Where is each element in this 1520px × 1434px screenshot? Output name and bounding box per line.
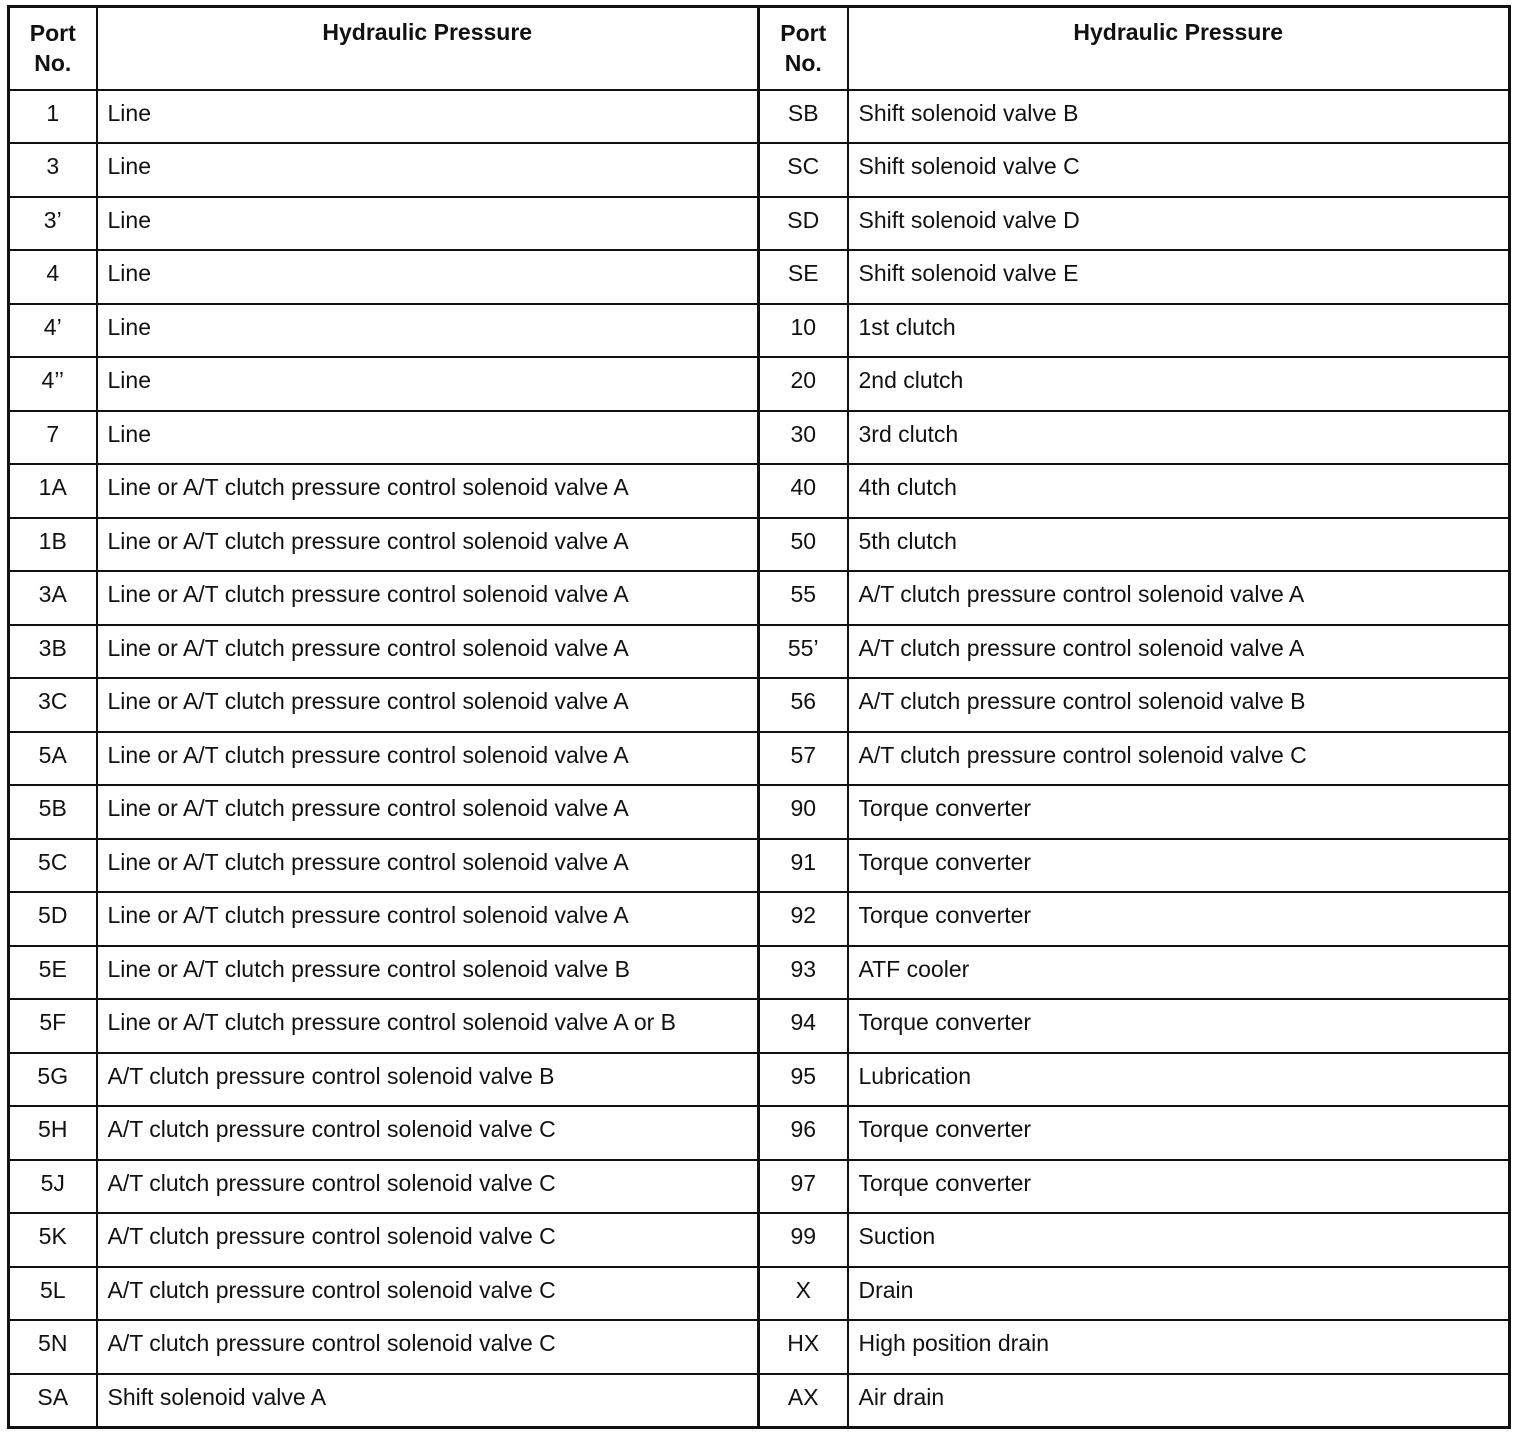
port-no-right: 93 — [759, 946, 848, 1000]
hydraulic-pressure-right: Torque converter — [848, 785, 1510, 839]
port-no-right: 92 — [759, 892, 848, 946]
table-row — [9, 732, 1510, 786]
table-row — [9, 892, 1510, 946]
hydraulic-pressure-left: Line — [97, 304, 759, 358]
port-header-line2: No. — [34, 50, 72, 76]
port-no-left: 3B — [9, 625, 97, 679]
port-no-left: 4’ — [9, 304, 97, 358]
port-no-right: 20 — [759, 357, 848, 411]
table-row — [9, 197, 1510, 251]
port-no-right: 95 — [759, 1053, 848, 1107]
hydraulic-pressure-right: Torque converter — [848, 1106, 1510, 1160]
hydraulic-pressure-right: Shift solenoid valve B — [848, 90, 1510, 144]
hydraulic-pressure-left: Line or A/T clutch pressure control solenoid valve A — [97, 518, 759, 572]
port-no-left: 5D — [9, 892, 97, 946]
table-row — [9, 1213, 1510, 1267]
hydraulic-pressure-right: A/T clutch pressure control solenoid valve B — [848, 678, 1510, 732]
port-no-right: 57 — [759, 732, 848, 786]
hydraulic-pressure-left: Line — [97, 250, 759, 304]
hydraulic-pressure-header-right: Hydraulic Pressure — [848, 7, 1510, 90]
hydraulic-pressure-left: Line or A/T clutch pressure control solenoid valve A — [97, 785, 759, 839]
port-no-left: 4 — [9, 250, 97, 304]
hydraulic-pressure-left: Line — [97, 357, 759, 411]
port-no-right: HX — [759, 1320, 848, 1374]
hydraulic-pressure-left: A/T clutch pressure control solenoid valve C — [97, 1106, 759, 1160]
port-no-left: 5E — [9, 946, 97, 1000]
table-row — [9, 518, 1510, 572]
port-no-left: 5J — [9, 1160, 97, 1214]
port-no-right: 55’ — [759, 625, 848, 679]
port-no-left: 5B — [9, 785, 97, 839]
table-row — [9, 90, 1510, 144]
hydraulic-pressure-left: Line or A/T clutch pressure control solenoid valve A — [97, 839, 759, 893]
hydraulic-pressure-left: A/T clutch pressure control solenoid valve C — [97, 1320, 759, 1374]
hydraulic-pressure-right: 1st clutch — [848, 304, 1510, 358]
table-body — [9, 90, 1510, 1428]
port-no-right: 99 — [759, 1213, 848, 1267]
table-row — [9, 946, 1510, 1000]
port-no-left: 5G — [9, 1053, 97, 1107]
table-row — [9, 571, 1510, 625]
hydraulic-pressure-left: Line or A/T clutch pressure control solenoid valve A — [97, 678, 759, 732]
hydraulic-pressure-left: Line — [97, 197, 759, 251]
hydraulic-pressure-left: A/T clutch pressure control solenoid valve C — [97, 1213, 759, 1267]
hydraulic-pressure-left: A/T clutch pressure control solenoid valve B — [97, 1053, 759, 1107]
table-row — [9, 357, 1510, 411]
hydraulic-pressure-right: ATF cooler — [848, 946, 1510, 1000]
header-row — [9, 7, 1510, 90]
hydraulic-pressure-left: A/T clutch pressure control solenoid valve C — [97, 1160, 759, 1214]
port-no-header-right — [759, 7, 848, 90]
table-row — [9, 839, 1510, 893]
port-no-right: 91 — [759, 839, 848, 893]
port-no-right: 97 — [759, 1160, 848, 1214]
port-no-right: SB — [759, 90, 848, 144]
table-row — [9, 464, 1510, 518]
hydraulic-pressure-right: Torque converter — [848, 892, 1510, 946]
hydraulic-pressure-left: Line or A/T clutch pressure control solenoid valve A — [97, 464, 759, 518]
port-no-left: 5A — [9, 732, 97, 786]
hydraulic-pressure-right: Shift solenoid valve E — [848, 250, 1510, 304]
table-row — [9, 304, 1510, 358]
hydraulic-pressure-left: Line or A/T clutch pressure control solenoid valve A — [97, 571, 759, 625]
port-no-right: 96 — [759, 1106, 848, 1160]
port-no-right: 94 — [759, 999, 848, 1053]
hydraulic-pressure-left: Line or A/T clutch pressure control solenoid valve A — [97, 732, 759, 786]
port-no-right: SC — [759, 143, 848, 197]
table-row — [9, 411, 1510, 465]
table-row — [9, 999, 1510, 1053]
hydraulic-pressure-right: Torque converter — [848, 839, 1510, 893]
table-row — [9, 1267, 1510, 1321]
table-row — [9, 143, 1510, 197]
port-no-left: 7 — [9, 411, 97, 465]
hydraulic-pressure-left: Line or A/T clutch pressure control solenoid valve A — [97, 892, 759, 946]
port-no-right: AX — [759, 1374, 848, 1428]
hydraulic-pressure-right: Lubrication — [848, 1053, 1510, 1107]
port-no-left: 1 — [9, 90, 97, 144]
port-no-right: SD — [759, 197, 848, 251]
port-no-left: 1A — [9, 464, 97, 518]
hydraulic-pressure-right: 4th clutch — [848, 464, 1510, 518]
hydraulic-pressure-right: Drain — [848, 1267, 1510, 1321]
hydraulic-pressure-right: High position drain — [848, 1320, 1510, 1374]
hydraulic-pressure-left: A/T clutch pressure control solenoid valve C — [97, 1267, 759, 1321]
hydraulic-pressure-left: Line or A/T clutch pressure control solenoid valve B — [97, 946, 759, 1000]
hydraulic-pressure-left: Line or A/T clutch pressure control solenoid valve A — [97, 625, 759, 679]
port-pressure-table — [7, 5, 1511, 1429]
port-no-header-left — [9, 7, 97, 90]
port-no-left: 5N — [9, 1320, 97, 1374]
port-no-right: 10 — [759, 304, 848, 358]
table-row — [9, 1320, 1510, 1374]
hydraulic-pressure-right: A/T clutch pressure control solenoid valve A — [848, 571, 1510, 625]
port-no-left: 5F — [9, 999, 97, 1053]
hydraulic-pressure-right: Torque converter — [848, 1160, 1510, 1214]
hydraulic-pressure-right: A/T clutch pressure control solenoid valve A — [848, 625, 1510, 679]
port-no-left: 1B — [9, 518, 97, 572]
port-no-left: 3C — [9, 678, 97, 732]
hydraulic-pressure-right: A/T clutch pressure control solenoid valve C — [848, 732, 1510, 786]
port-no-left: 3’ — [9, 197, 97, 251]
hydraulic-pressure-right: Shift solenoid valve D — [848, 197, 1510, 251]
hydraulic-pressure-right: 2nd clutch — [848, 357, 1510, 411]
table-row — [9, 250, 1510, 304]
port-no-right: 30 — [759, 411, 848, 465]
port-no-left: 5H — [9, 1106, 97, 1160]
hydraulic-pressure-right: Shift solenoid valve C — [848, 143, 1510, 197]
table-row — [9, 678, 1510, 732]
port-no-left: 5L — [9, 1267, 97, 1321]
table-row — [9, 625, 1510, 679]
hydraulic-pressure-left: Line — [97, 143, 759, 197]
port-header-line2: No. — [784, 50, 822, 76]
port-no-right: 55 — [759, 571, 848, 625]
hydraulic-pressure-right: Air drain — [848, 1374, 1510, 1428]
port-no-right: 56 — [759, 678, 848, 732]
port-no-left: 5C — [9, 839, 97, 893]
hydraulic-pressure-right: 5th clutch — [848, 518, 1510, 572]
hydraulic-pressure-left: Line or A/T clutch pressure control solenoid valve A or B — [97, 999, 759, 1053]
hydraulic-pressure-left: Line — [97, 411, 759, 465]
hydraulic-pressure-header-left: Hydraulic Pressure — [97, 7, 759, 90]
hydraulic-pressure-right: Torque converter — [848, 999, 1510, 1053]
table-row — [9, 785, 1510, 839]
hydraulic-pressure-left: Line — [97, 90, 759, 144]
table-header — [9, 7, 1510, 90]
port-no-left: 3 — [9, 143, 97, 197]
port-no-left: 4’’ — [9, 357, 97, 411]
port-header-line1: Port — [29, 20, 76, 46]
table-row — [9, 1160, 1510, 1214]
port-no-right: 90 — [759, 785, 848, 839]
port-no-right: 40 — [759, 464, 848, 518]
port-no-left: SA — [9, 1374, 97, 1428]
table-row — [9, 1374, 1510, 1428]
hydraulic-pressure-left: Shift solenoid valve A — [97, 1374, 759, 1428]
port-no-right: X — [759, 1267, 848, 1321]
hydraulic-pressure-right: 3rd clutch — [848, 411, 1510, 465]
port-no-left: 5K — [9, 1213, 97, 1267]
table-row — [9, 1053, 1510, 1107]
table-row — [9, 1106, 1510, 1160]
hydraulic-pressure-right: Suction — [848, 1213, 1510, 1267]
port-no-right: 50 — [759, 518, 848, 572]
port-header-line1: Port — [780, 20, 827, 46]
port-no-right: SE — [759, 250, 848, 304]
port-no-left: 3A — [9, 571, 97, 625]
